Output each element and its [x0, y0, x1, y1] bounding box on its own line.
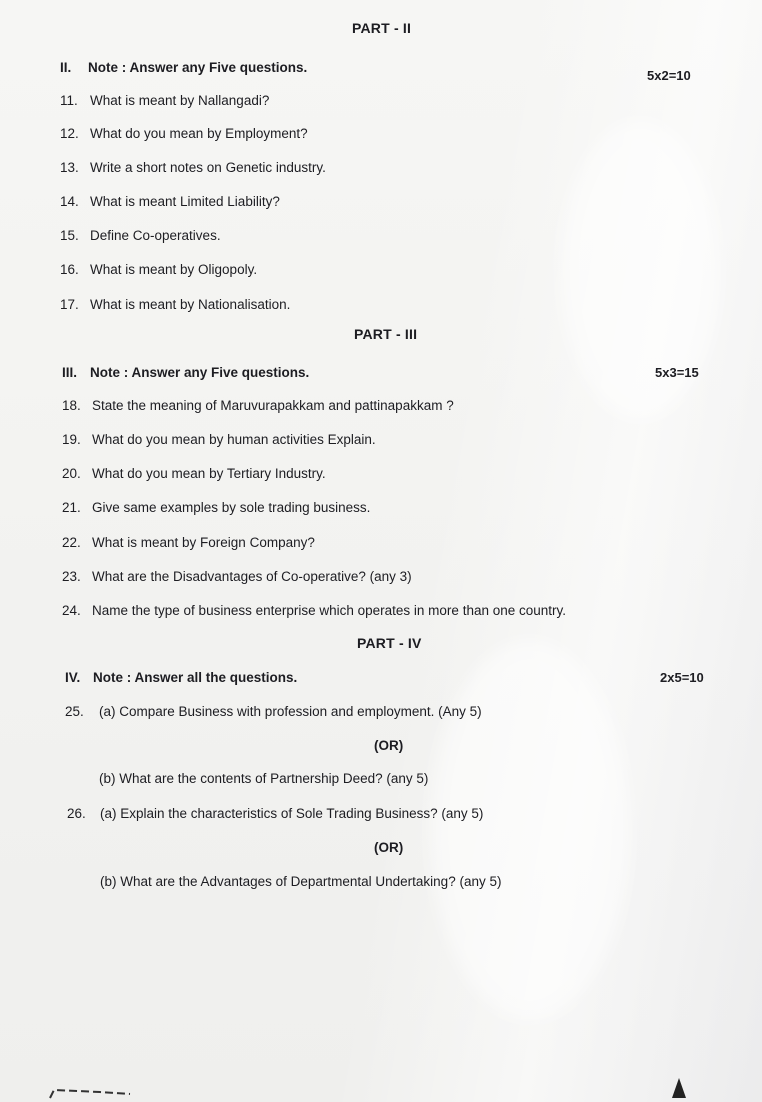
part4-roman: IV.	[65, 670, 81, 685]
question-text: (a) Compare Business with profession and employment. (Any 5)	[99, 704, 482, 719]
question-14	[60, 194, 280, 209]
question-text: What do you mean by human activities Explain.	[92, 432, 376, 447]
question-24	[62, 603, 566, 618]
part4-marks: 2x5=10	[660, 670, 704, 685]
question-text: What do you mean by Employment?	[90, 126, 308, 141]
question-number: 18.	[62, 398, 81, 413]
question-25a	[65, 704, 482, 719]
question-19	[62, 432, 376, 447]
part3-title: PART - III	[354, 326, 418, 342]
question-text: Define Co-operatives.	[90, 228, 221, 243]
question-number: 23.	[62, 569, 81, 584]
question-number: 15.	[60, 228, 79, 243]
question-20	[62, 466, 326, 481]
question-number: 11.	[60, 93, 78, 108]
or-separator: (OR)	[374, 738, 404, 753]
question-number: 26.	[67, 806, 86, 821]
question-text: (b) What are the contents of Partnership Deed? (any 5)	[99, 771, 429, 786]
part3-roman: III.	[62, 365, 78, 380]
question-25b	[99, 771, 428, 786]
question-text: Name the type of business enterprise which operates in more than one country.	[92, 603, 567, 618]
question-number: 21.	[62, 500, 81, 515]
question-number: 12.	[60, 126, 79, 141]
question-number: 13.	[60, 160, 79, 175]
question-text: What is meant Limited Liability?	[90, 194, 280, 209]
question-26a	[67, 806, 483, 821]
question-text: What is meant by Foreign Company?	[92, 535, 315, 550]
question-text: (a) Explain the characteristics of Sole Trading Business? (any 5)	[100, 806, 484, 821]
or-separator: (OR)	[374, 840, 404, 855]
part2-roman: II.	[60, 60, 72, 75]
question-text: What is meant by Oligopoly.	[90, 262, 258, 277]
paper-smudge	[430, 640, 630, 1020]
question-13	[60, 160, 326, 175]
question-text: Give same examples by sole trading business.	[92, 500, 371, 515]
question-number: 14.	[60, 194, 79, 209]
question-number: 25.	[65, 704, 84, 719]
part4-note	[65, 670, 297, 685]
question-text: (b) What are the Advantages of Departmental Undertaking? (any 5)	[100, 874, 502, 889]
question-text: What is meant by Nallangadi?	[90, 93, 270, 108]
question-text: State the meaning of Maruvurapakkam and pattinapakkam ?	[92, 398, 454, 413]
part3-note-text: Note : Answer any Five questions.	[90, 365, 310, 380]
question-15	[60, 228, 221, 243]
part2-note-text: Note : Answer any Five questions.	[88, 60, 308, 75]
question-12	[60, 126, 308, 141]
question-number: 19.	[62, 432, 81, 447]
question-22	[62, 535, 315, 550]
question-text: Write a short notes on Genetic industry.	[90, 160, 326, 175]
question-number: 16.	[60, 262, 79, 277]
question-26b	[100, 874, 501, 889]
question-17	[60, 297, 290, 312]
question-text: What do you mean by Tertiary Industry.	[92, 466, 326, 481]
part3-note	[62, 365, 309, 380]
question-11	[60, 93, 269, 108]
question-number: 22.	[62, 535, 81, 550]
part2-marks: 5x2=10	[647, 68, 691, 83]
question-text: What is meant by Nationalisation.	[90, 297, 291, 312]
question-18	[62, 398, 454, 413]
question-text: What are the Disadvantages of Co-operative? (any 3)	[92, 569, 412, 584]
part4-title: PART - IV	[357, 635, 422, 651]
question-number: 24.	[62, 603, 81, 618]
question-23	[62, 569, 412, 584]
question-21	[62, 500, 370, 515]
part3-marks: 5x3=15	[655, 365, 699, 380]
part2-title: PART - II	[352, 20, 412, 36]
question-number: 17.	[60, 297, 79, 312]
question-number: 20.	[62, 466, 81, 481]
part2-note	[60, 60, 307, 75]
page-corner-mark	[668, 1076, 690, 1102]
page-edge-mark	[40, 1080, 140, 1102]
part4-note-text: Note : Answer all the questions.	[93, 670, 298, 685]
question-16	[60, 262, 257, 277]
